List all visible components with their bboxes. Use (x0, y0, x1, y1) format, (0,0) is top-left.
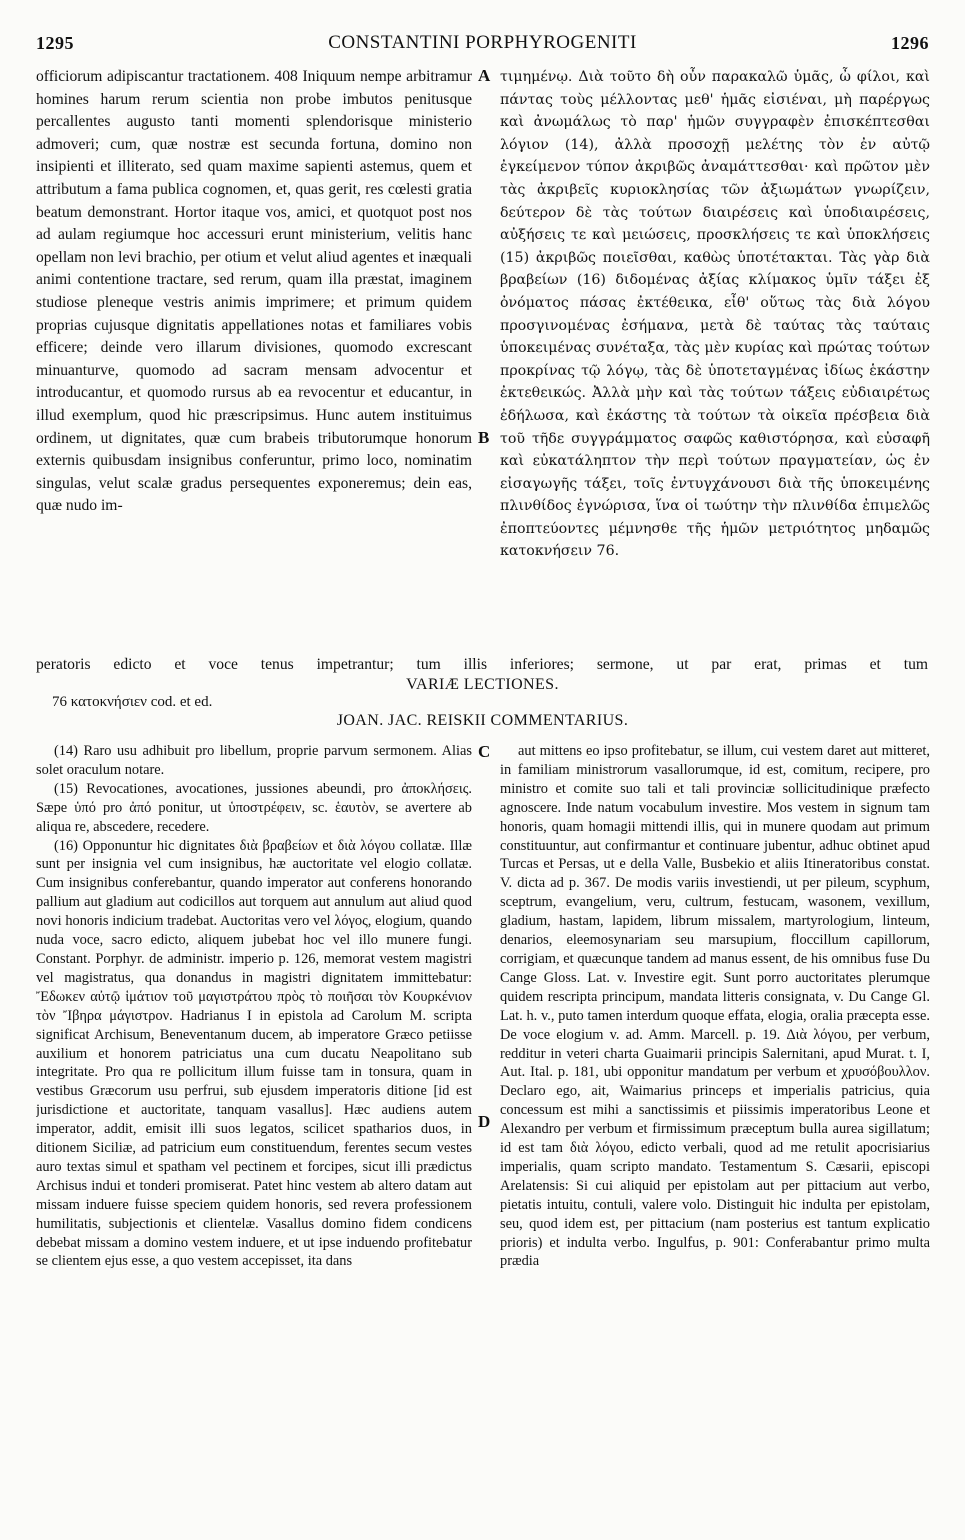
section-marker-b: B (478, 428, 490, 447)
section-marker-a: A (478, 66, 491, 85)
commentary-note-16: (16) Opponuntur hic dignitates διὰ βραβείων et διὰ λόγου collatæ. Illæ sunt per insignia vel cum insignibus, hæ auctoritate vel elogio collatæ. Cum insignibus conferebantur, quando imperator aut conferens honorando pallium aut gladium aut codicillos aut torquem aut annulum aut aliud quod novi honoris indicium tradebat. Auctoritas vero vel λόγος, elogium, quando nuda voce, sacro edicto, aliquem jubebat hoc vel illo munere fungi. Constant. Porphyr. de administr. imperio p. 126, memorat vestem magistri vel magistratus, qua donandus in magistri dignitatem immittebatur: Ἔδωκεν αὐτῷ ἱμάτιον τοῦ μαγιστράτου πρὸς τὸ ποιῆσαι τὸν Κουρκένιον τὸν Ἴβηρα μάγιστρον. Hadrianus I in epistola ad Carolum M. scripta significat Archisum, Beneventanum ducem, ab imperatore Græco petiisse auxilium et honorem patriciatus una cum ducatu Neapolitano sub integritate. Pro qua re pollicitum illum fuisse tam in tonsura, quam in vestibus Græcorum usu perfrui, sub ejusdem imperatoris ditione [id est jurisdictione et auctoritate, tanquam vasallus]. Hæc audiens autem imperator, addit, emisit illi suos legatos, scilicet spatharios duos, in ditionem Siciliæ, ad patricium eum constituendum, ferentes secum vestes auro textas simul et spatham vel pectinem et forcipes, sicut illi prædictus Archisus indui et tonderi promiserat. Patet hinc vestem ab altero datam aut missam induere fuisse speciem quidem honoris, sed revera professionem humilitatis, subjectionis et clientelæ. Vasallus domino fidem condicens debebat missam a domino vestem induere, et ut ipse induendo profitebatur se clientem ejus esse, a quo vestem accepisset, ita dans (36, 837, 472, 1270)
latin-column (36, 66, 472, 518)
full-width-line: peratoris edicto et voce tenus impetrantur; tum illis inferiores; sermone, ut par erat, primas et tum (36, 656, 928, 673)
commentary-right-column (500, 742, 930, 1271)
commentary-continuation: aut mittens eo ipso profitebatur, se illum, cui vestem daret aut mitteret, in familiam ministrorum vasallorumque, id est, comitum, recipere, pro ministro et comite suo tali et tali provinciæ sollicitudinique præfecto agnoscere. Inde natum vocabulum investire. Mos vestem in signum tam honoris, quam homagii mittendi illis, qui in munere quodam aut primum constituuntur, aut confirmantur et continuare jubentur, adhuc obtinet apud Turcas et Persas, ut e della Valle, Busbekio et aliis Itineratoribus constat. V. dicta ad p. 367. De modis variis investiendi, ut per pileum, scyphum, sceptrum, evangelium, veru, cultrum, festucam, wasonem, vexillum, gladium, hastam, lapidem, librum missalem, martyrologium, linteum, denarios, eleemosynariam seu marsupium, floccillum capillorum, corrigiam, et quæcunque tandem ad manus essent, de his omnibus fuse Du Cange Gloss. Lat. v. Investire egit. Sunt porro auctoritates plerumque quidem rescripta principum, mandata litteris consignata, v. Du Cange Gl. Lat. h. v., puto tamen interdum quoque effata, elogia, oralia præcepta esse. De voce elogium v. ad. Amm. Marcell. p. 19. Διὰ λόγου, per verbum, redditur in veteri charta Guaimarii principis Salernitani, apud Murat. t. I, Aut. Ital. p. 181, ubi opponitur mandatum per verbum et χρυσόβουλλον. Declaro ego, ait, Waimarius princeps et imperialis patricius, quia concessum est mihi a sanctissimis et piissimis imperatoribus Leone et Alexandro per verbum et firmissimum præceptum bulla aurea sigillatum; id est tam διὰ λόγου, edicto verbali, quod ad me retulit apocrisiarius imperialis, quam scripto mandato. Testamentum S. Cæsarii, episcopi Arelatensis: Si cui aliquid per epistolam aut per pittacium aut verbo, pietatis intuitu, contuli, valere volo. Distinguit hic indulta per epistolam, seu, quod idem est, per pittacium (nam posterius est tantum explicatio prioris) et indulta verbo. Ingulfus, p. 901: Conferabantur primo multa prædia (500, 743, 930, 1270)
commentary-left-column (36, 742, 472, 1271)
commentary-heading: JOAN. JAC. REISKII COMMENTARIUS. (336, 712, 629, 729)
right-page-number: 1296 (891, 32, 929, 53)
greek-column (500, 66, 930, 563)
greek-text: τιμημένῳ. Διὰ τοῦτο δὴ οὖν παρακαλῶ ὑμᾶς, ὦ φίλοι, καὶ πάντας τοὺς μέλλοντας μεθ' ἡμᾶς εἰσιέναι, μὴ παρέργως καὶ ἀνωμάλως τὸ παρ' ἡμῶν συγγραφὲν ἐπισκέπτεσθαι λόγιον (14), ἀλλὰ προσοχῇ μελέτης τὸν ἐν αὐτῷ ἐγκείμενον τύπον ἀκριβῶς ἀναμάττεσθαι· καὶ πρῶτον μὲν τὰς ἀκριβεῖς κυριοκλησίας τῶν ἀξιωμάτων γνωρίζειν, δεύτερον δὲ τὰς τούτων διαιρέσεις καὶ ὑποδιαιρέσεις, αὐξήσεις τε καὶ μειώσεις, προσκλήσεις τε καὶ ὑποκλήσεις (15) ἀκριβῶς ποιεῖσθαι, καθὼς ὑποτέτακται. Τὰς γὰρ διὰ βραβείων (16) διδομένας ἀξίας κλίμακος ὑμῖν τάξει ἐξ ὀνόματος πάσας ἐκτέθεικα, εἶθ' οὕτως τὰς διὰ λόγου προσγινομένας ἐσήμανα, μετὰ δὲ ταύτας τὰς ταύταις ὑποκειμένας συνέταξα, τὰς μὲν κυρίας καὶ πρώτας τούτων προκρίνας τῷ λόγῳ, τὰς δὲ ὑποτεταγμένας ἰδίως ἑκάστην ἐκτεθεικώς. Ἀλλὰ μὴν καὶ τὰς τούτων τάξεις εὐδιαιρέτως ἐδήλωσα, καὶ ἑκάστης τὰ τούτων τὰ οἰκεῖα πρέσβεια διὰ τοῦ τῆδε συγγράμματος σαφῶς καθιστόρησα, καὶ εὐσαφῆ καὶ εὐκατάληπτον τὴν περὶ τούτων πραγματείαν, ὡς ἐν εἰσαγωγῆς τάξει, τοῖς ἐντυγχάνουσι διὰ τῆς ὑποκειμένης πλινθίδος ἐγνώρισα, ἵνα οἱ τωύτην τὴν πλινθίδα ἐπιμελῶς ἐποπτεύοντες μέμνησθε τῆς ἡμῶν μετριότητος μηδαμῶς κατοκνήσειν 76. (500, 69, 930, 560)
footnote-76: 76 κατοκνήσιεν cod. et ed. (52, 694, 213, 710)
page-header (36, 28, 929, 58)
commentary-note-15: (15) Revocationes, avocationes, jussiones abeundi, pro ἀποκλήσεις. Sæpe ὑπό pro ἀπό ponitur, ut ὑποστρέφειν, sc. ἑαυτὸν, se avertere ab aliqua re, abscedere, recedere. (36, 780, 472, 835)
variae-lectiones-heading: VARIÆ LECTIONES. (406, 676, 559, 693)
running-title: CONSTANTINI PORPHYROGENITI (328, 32, 637, 53)
section-marker-c: C (478, 742, 491, 761)
section-marker-d: D (478, 1112, 491, 1131)
commentary-note-14: (14) Raro usu adhibuit pro libellum, proprie parvum sermonem. Alias solet oraculum notare. (36, 743, 472, 778)
left-page-number: 1295 (36, 32, 74, 53)
latin-text: officiorum adipiscantur tractationem. 408 Iniquum nempe arbitramur homines harum rerum scientia non probe imbutos penitusque percallentes augusto tanti momenti splendorisque ministerio admoveri; cum, quæ nostræ est secunda fortuna, domino non insipienti et illiterato, sed quam maxime sapienti astemus, quem et attributum a fama publica cognomen, et, quas gerit, res cœlesti gratia beatum demonstrant. Hortor itaque vos, amici, et quotquot post nos ad aulam regiumque hoc accessuri erunt ministerium, velitis hanc opellam non levi brachio, per otium et velut aliud agentes et inæquali animi contentione tractare, sed rerum, quam illa præstat, imaginem studiose pleneque vestris animis imprimere; et primum quidem proprias cujusque dignitatis appellationes notas et familiares vobis efficere; deinde vero illarum divisiones, quomodo excrescant minuanturve, quomodo ad sacram mensam advocentur et introducantur, et quomodo rursus ab ea revocentur et educantur, in illud exemplum, quod hic præscripsimus. Hunc autem instituimus ordinem, ut dignitates, quæ cum brabeis tributorumque honorum externis quibusdam insignibus conferuntur, primo loco, nominatim singulas, velut scalæ gradus persequentes exponeremus; dein eas, quæ nudo im- (36, 68, 472, 515)
